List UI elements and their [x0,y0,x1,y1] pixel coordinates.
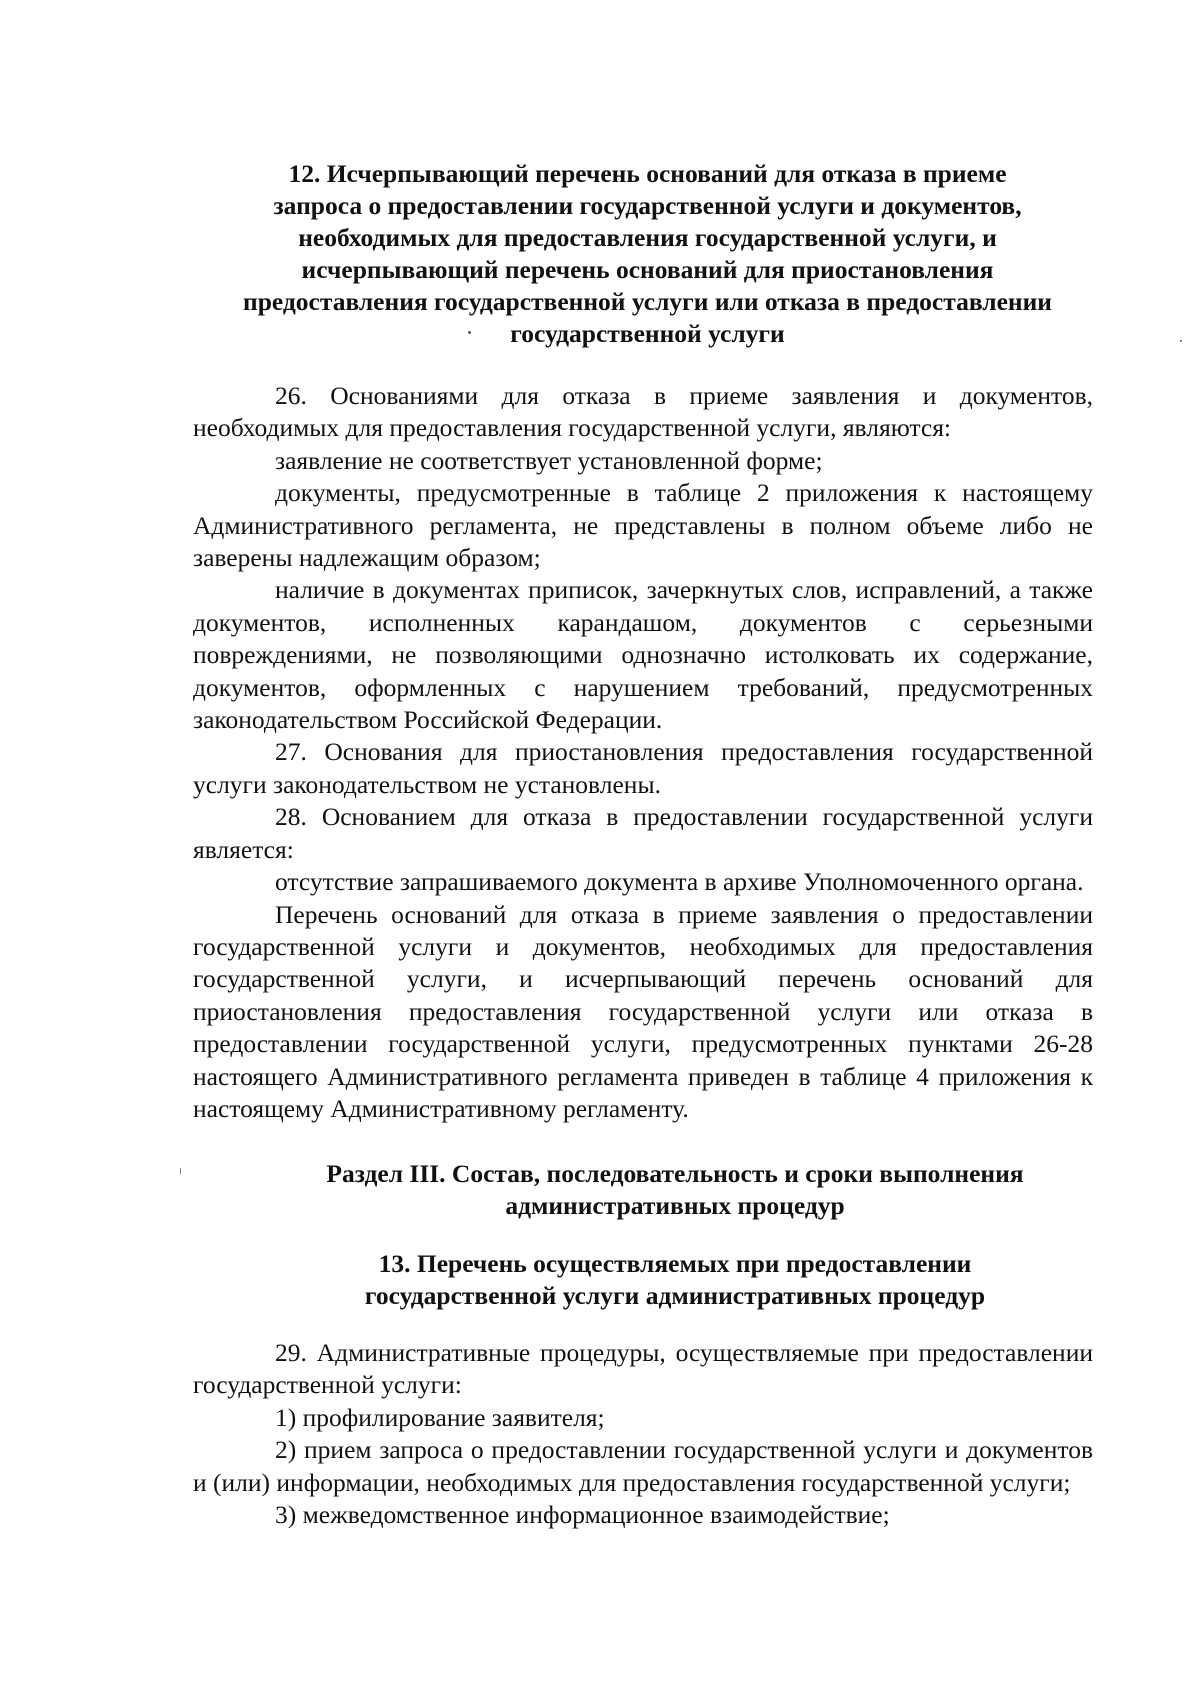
heading-line: 12. Исчерпывающий перечень оснований для отказа в приеме [288,159,1007,188]
list-item: 1) профилирование заявителя; [275,1402,605,1432]
paragraph-26: 26. Основаниями для отказа в приеме заявления и документов, необходимых для предоставления государственной услуги, являются: [193,381,1093,443]
heading-line: исчерпывающий перечень оснований для приостановления [301,255,994,284]
section-13-body [193,1337,1093,1531]
paragraph-26-item: документы, предусмотренные в таблице 2 приложения к настоящему Административного регламента, не представлены в полном объеме либо не заверены надлежащим образом; [193,478,1093,573]
paragraph-summary: Перечень оснований для отказа в приеме заявления о предоставлении государственной услуги и документов, необходимых для предоставления государственной услуги, и исчерпывающий перечень оснований для приостановления предоставления государственной услуги или отказа в предоставлении государственной услуги, предусмотренных пунктами 26-28 настоящего Административного регламента приведен в таблице 4 приложения к настоящему Административному регламенту. [193,899,1093,1123]
paragraph-26-item: заявление не соответствует установленной форме; [275,445,823,475]
list-item: 2) прием запроса о предоставлении государственной услуги и документов и (или) информации, необходимых для предоставления государственной услуги; [193,1435,1093,1497]
heading-line: необходимых для предоставления государственной услуги, и [298,223,997,252]
heading-line: 13. Перечень осуществляемых при предоставлении [378,1249,972,1278]
section-13-heading [250,1248,1100,1312]
scan-speck [468,331,471,334]
scan-speck [180,1168,181,1174]
heading-line: государственной услуги [510,319,785,348]
section-12-heading [195,158,1100,350]
heading-line: предоставления государственной услуги или отказа в предоставлении [243,287,1052,316]
paragraph-29: 29. Административные процедуры, осуществляемые при предоставлении государственной услуги: [193,1338,1093,1400]
section-12-body [193,380,1093,1125]
paragraph-28: 28. Основанием для отказа в предоставлении государственной услуги является: [193,802,1093,864]
heading-line: административных процедур [505,1191,845,1220]
heading-line: запроса о предоставлении государственной услуги и документов, [273,191,1022,220]
scan-speck [1180,340,1182,342]
paragraph-27: 27. Основания для приостановления предоставления государственной услуги законодательством не установлены. [193,737,1093,799]
paragraph-28-item: отсутствие запрашиваемого документа в архиве Уполномоченного органа. [275,867,1084,897]
heading-line: Раздел III. Состав, последовательность и сроки выполнения [326,1159,1024,1188]
paragraph-26-item: наличие в документах приписок, зачеркнутых слов, исправлений, а также документов, исполненных карандашом, документов с серьезными повреждениями, не позволяющими однозначно истолковать их содержание, документов, оформленных с нарушением требований, предусмотренных законодательством Российской Федерации. [193,575,1093,735]
heading-line: государственной услуги административных процедур [364,1281,986,1310]
list-item: 3) межведомственное информационное взаимодействие; [275,1500,890,1530]
section-iii-heading [250,1158,1100,1222]
